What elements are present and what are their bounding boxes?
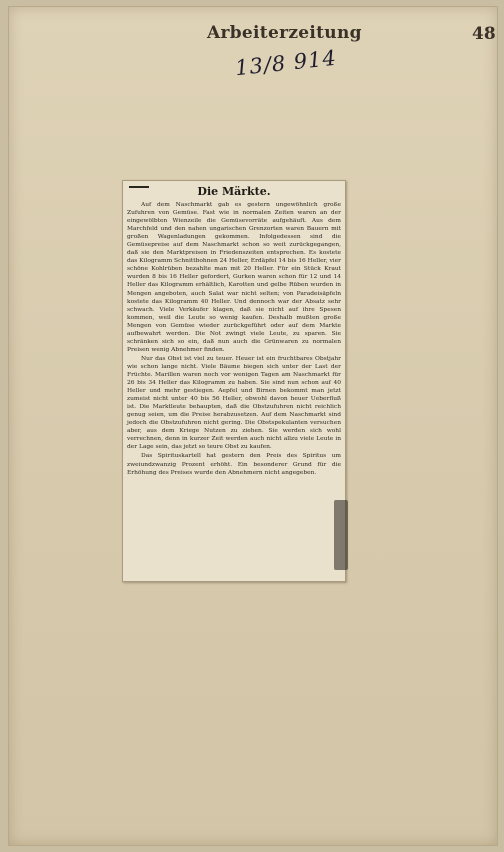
newspaper-clipping (122, 180, 346, 582)
page-number: 48 (472, 24, 496, 44)
article-title: Die Märkte. (197, 185, 271, 198)
handwritten-date: 13/8 914 (234, 45, 338, 81)
newspaper-title: Arbeiterzeitung (207, 23, 362, 43)
article-paragraph: Das Spirituskartell hat gestern den Preis des Spiritus um zweiundzwanzig Prozent erhöht. Ein besonderer Grund für die Erhöhung des Preises wurde den Abnehmern nicht angegeben. (127, 453, 341, 476)
article-paragraph: Nur das Obst ist viel zu teuer. Heuer ist ein fruchtbares Obstjahr wie schon lange nicht. Viele Bäume biegen sich unter der Last der Früchte. Marillen waren noch vor wenigen Tagen am Naschmarkt für 26 bis 34 Heller das Kilogramm zu haben. Sie sind nun schon auf 40 Heller und mehr gestiegen. Aepfel und Birnen bekommt man jetzt zumeist nicht unter 40 bis 56 Heller, obwohl davon heuer Ueberfluß ist. Die Marktleute behaupten, daß die Obstzufuhren nicht reichlich genug seien, um die Preise herabzusetzen. Auf dem Naschmarkt sind jedoch die Obstzufuhren nicht gering. Die Obstspekulanten versuchen aber, aus dem Kriege Nutzen zu ziehen. Sie werden sich wohl verrechnen, denn in kurzer Zeit werden auch nicht allzu viele Leute in der Lage sein, das jetzt so teure Obst zu kaufen. (127, 355, 341, 451)
article-paragraph: Auf dem Naschmarkt gab es gestern ungewöhnlich große Zufuhren von Gemüse. Fast wie in normalen Zeiten waren an der eingewölbten Wienzeile die Gemüsevorräte aufgehäuft. Aus dem Marchfeld und den nahen ungarischen Grenzorten waren Bauern mit großen Wagenladungen gekommen. Infolgedessen sind die Gemüsepreise auf dem Naschmarkt schon so weit zurückgegangen, daß sie den Marktpreisen in Friedenszeiten entsprechen. Es kostete das Kilogramm Schnittbohnen 24 Heller, Erdäpfel 14 bis 16 Heller, vier schöne Kohlrüben bezahlte man mit 20 Heller. Für ein Stück Kraut wurden 8 bis 16 Heller gefordert, Gurken waren schon für 12 und 14 Heller das Kilogramm erhältlich, Karotten und gelbe Rüben wurden in Mengen angeboten, auch Salat war nicht selten; von Paradeisäpfeln kostete das Kilogramm 40 Heller. Und dennoch war der Absatz sehr schwach. Viele Verkäufer klagen, daß sie nicht auf ihre Spesen kommen, weil die Leute so wenig kaufen. Deshalb mußten große Mengen von Gemüse wieder zurückgeführt oder auf dem Markte aufbewahrt werden. Die Not zwingt viele Leute, zu sparen. Sie schränken sich so ein, daß nun auch die Grünwaren zu normalen Preisen wenig Abnehmer finden. (127, 202, 341, 353)
ink-stain (334, 500, 348, 570)
article-body (127, 201, 341, 477)
